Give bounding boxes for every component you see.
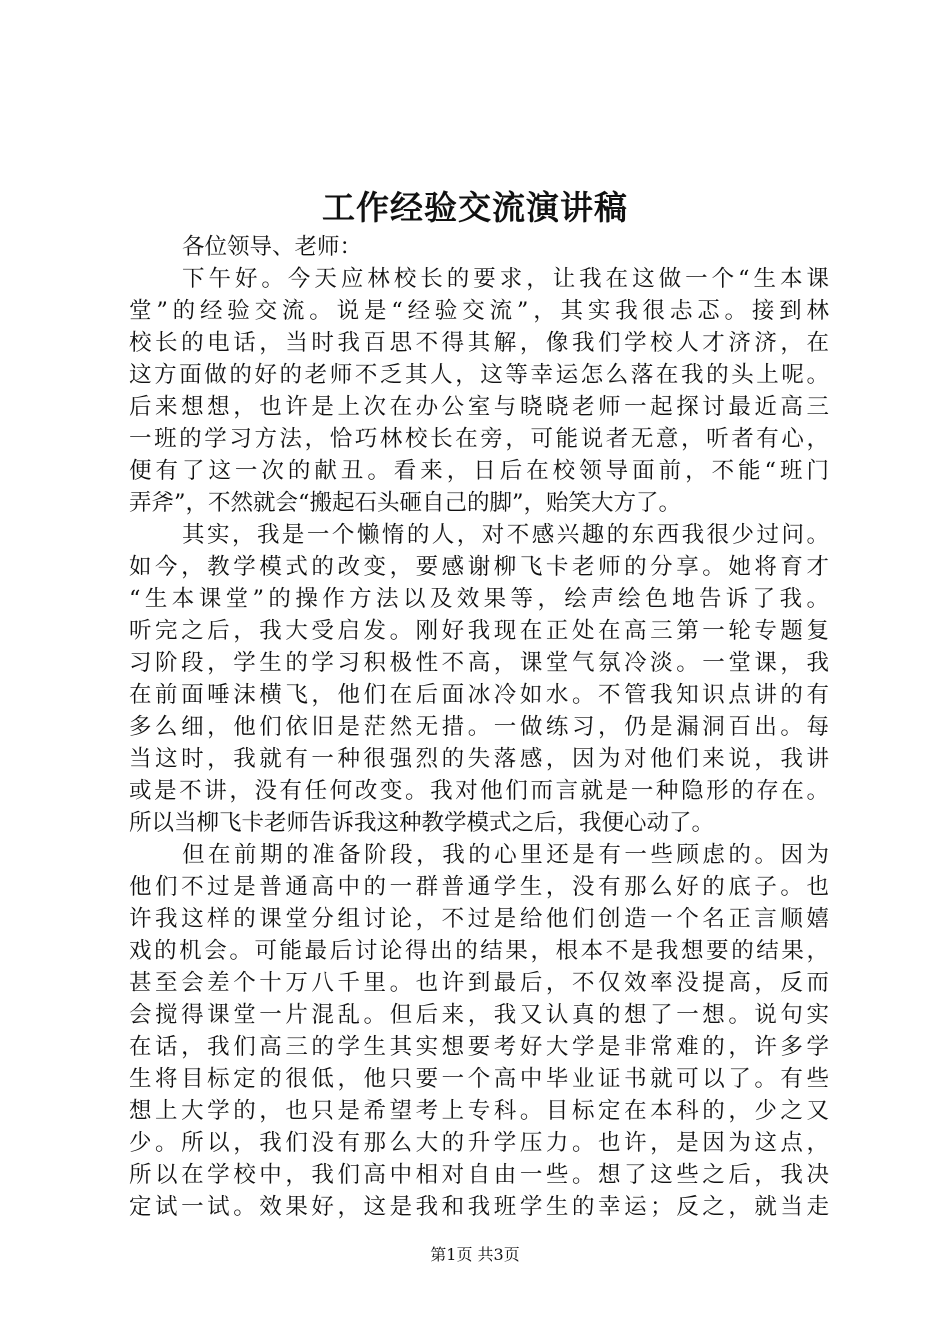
text-line: 便有了这一次的献丑。看来，日后在校领导面前，不能“班门 (129, 458, 829, 484)
document-body (129, 231, 829, 1223)
text-line: 许我这样的课堂分组讨论，不过是给他们创造一个名正言顺嬉 (129, 906, 829, 932)
text-line: 会搅得课堂一片混乱。但后来，我又认真的想了一想。说句实 (129, 1002, 829, 1028)
text-line: 多么细，他们依旧是茫然无措。一做练习，仍是漏洞百出。每 (129, 714, 829, 740)
text-line: 下午好。今天应林校长的要求，让我在这做一个“生本课 (182, 266, 829, 292)
text-line: 在前面唾沫横飞，他们在后面冰冷如水。不管我知识点讲的有 (129, 682, 829, 708)
text-line: “生本课堂”的操作方法以及效果等，绘声绘色地告诉了我。 (129, 586, 829, 612)
text-line: 习阶段，学生的学习积极性不高，课堂气氛冷淡。一堂课，我 (129, 650, 829, 676)
text-line: 这方面做的好的老师不乏其人，这等幸运怎么落在我的头上呢。 (129, 362, 829, 388)
text-line: 校长的电话，当时我百思不得其解，像我们学校人才济济，在 (129, 330, 829, 356)
text-line: 他们不过是普通高中的一群普通学生，没有那么好的底子。也 (129, 874, 829, 900)
text-line: 如今，教学模式的改变，要感谢柳飞卡老师的分享。她将育才 (129, 554, 829, 580)
text-line: 后来想想，也许是上次在办公室与晓晓老师一起探讨最近高三 (129, 394, 829, 420)
text-line: 生将目标定的很低，他只要一个高中毕业证书就可以了。有些 (129, 1066, 829, 1092)
text-line: 当这时，我就有一种很强烈的失落感，因为对他们来说，我讲 (129, 746, 829, 772)
text-line: 一班的学习方法，恰巧林校长在旁，可能说者无意，听者有心， (129, 426, 829, 452)
text-line: 甚至会差个十万八千里。也许到最后，不仅效率没提高，反而 (129, 970, 829, 996)
text-line: 各位领导、老师： (182, 234, 363, 260)
text-line: 在话，我们高三的学生其实想要考好大学是非常难的，许多学 (129, 1034, 829, 1060)
text-line: 弄斧”，不然就会“搬起石头砸自己的脚”，贻笑大方了。 (129, 490, 682, 516)
document-title: 工作经验交流演讲稿 (322, 188, 628, 227)
text-line: 但在前期的准备阶段，我的心里还是有一些顾虑的。因为 (182, 842, 829, 868)
text-line: 定试一试。效果好，这是我和我班学生的幸运；反之，就当走 (129, 1194, 829, 1220)
text-line: 想上大学的，也只是希望考上专科。目标定在本科的，少之又 (129, 1098, 829, 1124)
text-line: 堂”的经验交流。说是“经验交流”，其实我很忐忑。接到林 (129, 298, 829, 324)
text-line: 或是不讲，没有任何改变。我对他们而言就是一种隐形的存在。 (129, 778, 829, 804)
text-line: 听完之后，我大受启发。刚好我现在正处在高三第一轮专题复 (129, 618, 829, 644)
text-line: 少。所以，我们没有那么大的升学压力。也许，是因为这点， (129, 1130, 829, 1156)
page-indicator: 第1页 共3页 (430, 1245, 520, 1264)
text-line: 戏的机会。可能最后讨论得出的结果，根本不是我想要的结果， (129, 938, 829, 964)
text-line: 所以当柳飞卡老师告诉我这种教学模式之后，我便心动了。 (129, 810, 715, 836)
text-line: 其实，我是一个懒惰的人，对不感兴趣的东西我很少过问。 (182, 522, 829, 548)
text-line: 所以在学校中，我们高中相对自由一些。想了这些之后，我决 (129, 1162, 829, 1188)
